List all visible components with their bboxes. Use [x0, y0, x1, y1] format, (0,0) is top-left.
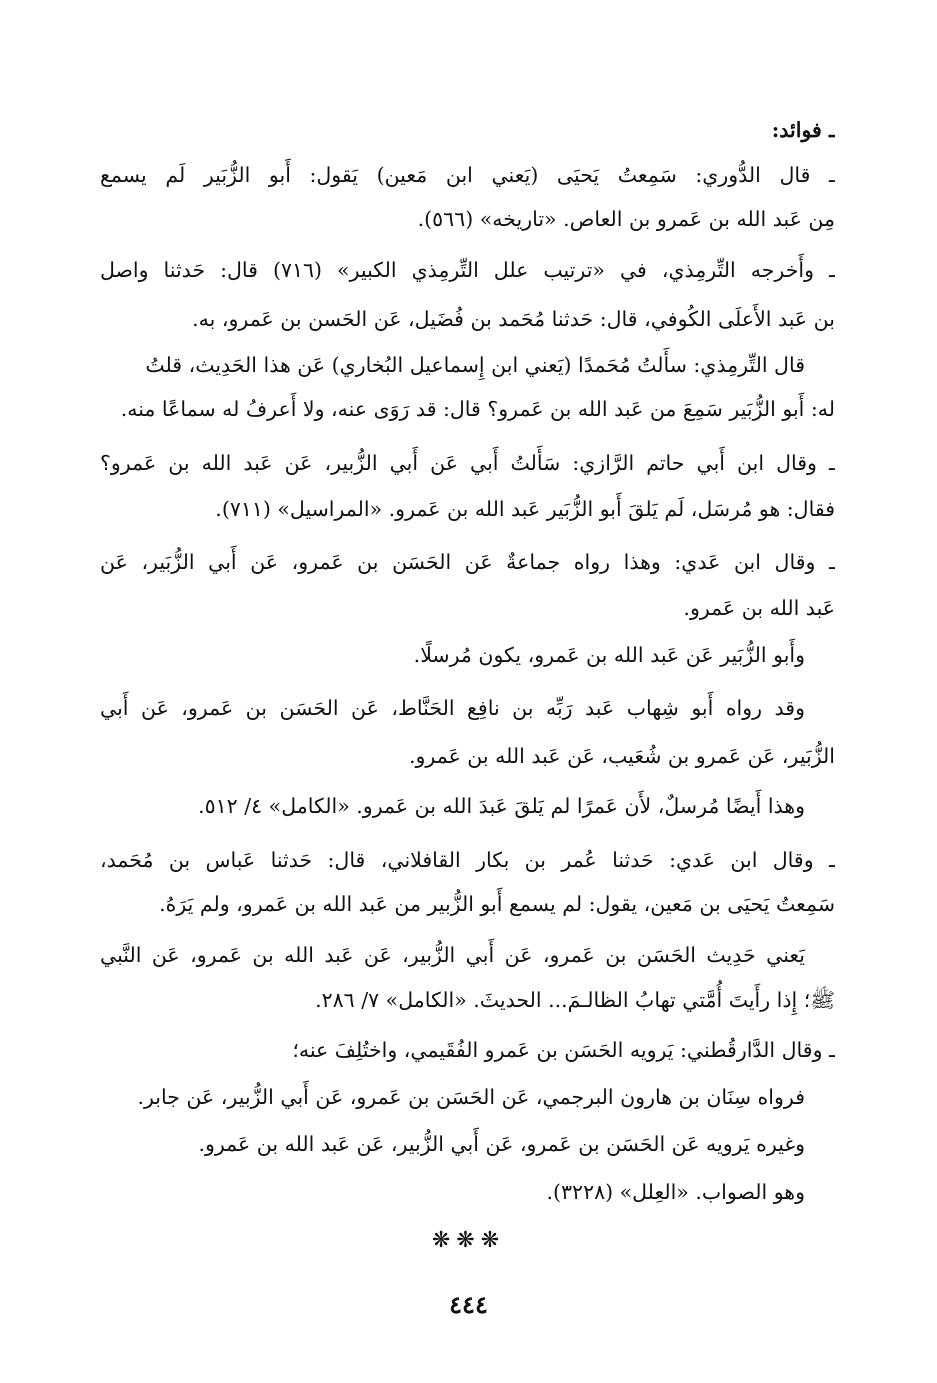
text-line: عَبد الله بن عَمرو.	[683, 596, 835, 620]
text-line: له: أَبو الزُّبَير سَمِعَ من عَبد الله بن عَمرو؟ قال: قد رَوَى عنه، ولا أَعرفُ له سماعًا منه.	[120, 397, 835, 421]
text-line: بن عَبد الأَعلَى الكُوفي، قال: حَدثنا مُحَمد بن فُضَيل، عَن الحَسن بن عَمرو، به.	[192, 307, 835, 331]
text-line: وأَبو الزُّبَير عَن عَبد الله بن عَمرو، يكون مُرسلًا.	[413, 643, 805, 667]
section-heading: ـ فوائد:	[771, 118, 835, 142]
text-line: وقد رواه أَبو شِهاب عَبد رَبِّه بن نافِع الحَنَّاط، عَن الحَسَن بن عَمرو، عَن أَبي	[100, 696, 805, 720]
text-line: وغيره يَرويه عَن الحَسَن بن عَمرو، عَن أَبي الزُّبير، عَن عَبد الله بن عَمرو.	[198, 1132, 805, 1156]
text-line: قال التِّرمِذي: سأَلتُ مُحَمدًا (يَعني ابن إِسماعيل البُخاري) عَن هذا الحَدِيث، قلتُ	[145, 353, 805, 377]
text-line: مِن عَبد الله بن عَمرو بن العاص. «تاريخه» (٥٦٦).	[417, 207, 835, 231]
text-line: ـ وأَخرجه التِّرمِذي، في «ترتيب علل التِّرمِذي الكبير» (٧١٦) قال: حَدثنا واصل	[100, 258, 835, 282]
text-line: ـ وقال ابن أَبي حاتم الرَّازي: سَأَلتُ أَبي عَن أَبي الزُّبير، عَن عَبد الله بن عَمرو؟	[100, 451, 835, 475]
text-line: فرواه سِنَان بن هارون البرجمي، عَن الحَسَن بن عَمرو، عَن أَبي الزُّبير، عَن جابر.	[137, 1085, 805, 1109]
text-line: ـ قال الدُّوري: سَمِعتُ يَحيَى (يَعني ابن مَعين) يَقول: أَبو الزُّبَير لَم يسمع	[100, 163, 835, 187]
page-number: ٤٤٤	[449, 1290, 488, 1319]
text-line: الزُّبَير، عَن عَمرو بن شُعَيب، عَن عَبد الله بن عَمرو.	[408, 744, 835, 768]
text-line: ﷺ؛ إِذا رأَيتَ أُمَّتي تهابُ الظالـمَ... الحديثَ. «الكامل» ٧/ ٢٨٦.	[315, 988, 835, 1012]
text-line: فقال: هو مُرسَل، لَم يَلقَ أَبو الزُّبَير عَبد الله بن عَمرو. «المراسيل» (٧١١).	[215, 497, 835, 521]
text-line: وهذا أَيضًا مُرسلٌ، لأَن عَمرًا لم يَلقَ عَبدَ الله بن عَمرو. «الكامل» ٤/ ٥١٢.	[198, 794, 805, 818]
text-line: ـ وقال ابن عَدي: حَدثنا عُمر بن بكار القافلاني، قال: حَدثنا عَباس بن مُحَمد،	[100, 848, 835, 872]
section-separator: ❋❋❋	[431, 1228, 506, 1253]
text-line: ـ وقال الدَّارقُطني: يَرويه الحَسَن بن عَمرو الفُقَيمي، واختُلِفَ عنه؛	[292, 1038, 835, 1062]
text-line: ـ وقال ابن عَدي: وهذا رواه جماعةٌ عَن الحَسَن بن عَمرو، عَن أَبي الزُّبَير، عَن	[100, 550, 835, 574]
text-line: سَمِعتُ يَحيَى بن مَعين، يقول: لم يسمع أَبو الزُّبير من عَبد الله بن عَمرو، ولم يَرَهُ.	[159, 892, 835, 916]
text-line: يَعني حَدِيث الحَسَن بن عَمرو، عَن أَبي الزُّبير، عَن عَبد الله بن عَمرو، عَن النَّبي	[100, 943, 805, 967]
page-body	[100, 112, 835, 1222]
text-line: وهو الصواب. «العِلل» (٣٢٢٨).	[546, 1180, 805, 1204]
